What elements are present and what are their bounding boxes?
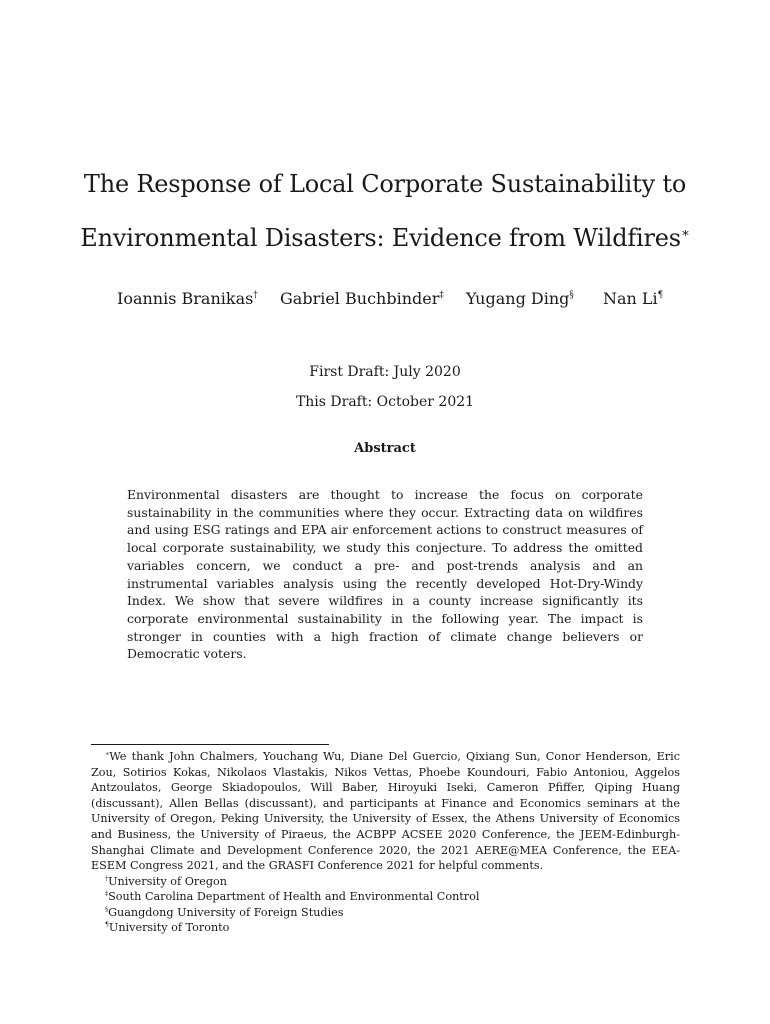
title-text-1: The Response of Local Corporate Sustainability to [83, 170, 687, 198]
affiliation-footnote [105, 874, 227, 890]
title-line-1 [0, 170, 770, 198]
author [280, 289, 444, 308]
author-name: Ioannis Branikas [117, 289, 254, 308]
footnote-mark: § [105, 906, 109, 914]
title-line-2 [0, 224, 770, 252]
affiliation-footnote [105, 920, 229, 936]
author-footnote-mark: ‡ [439, 290, 444, 301]
footnote-divider [91, 744, 329, 745]
affiliation-text: University of Toronto [108, 921, 230, 934]
title-text-2: Environmental Disasters: Evidence from Wildfires [80, 224, 681, 252]
this-draft-date: This Draft: October 2021 [295, 394, 475, 410]
footnote-mark: † [105, 875, 109, 883]
author-footnote-mark: † [253, 290, 258, 301]
affiliation-text: Guangdong University of Foreign Studies [108, 906, 344, 919]
affiliation-footnote [105, 889, 479, 905]
author-footnote-mark: ¶ [657, 290, 664, 301]
affiliation-text: University of Oregon [108, 875, 227, 888]
author [117, 289, 258, 308]
footnote-mark: ∗ [105, 750, 110, 758]
footnote-mark: ¶ [105, 921, 109, 929]
title-footnote-mark: ∗ [680, 226, 690, 241]
author-name: Yugang Ding [466, 289, 570, 308]
abstract-heading: Abstract [354, 441, 416, 456]
author [603, 289, 663, 308]
footnote-mark: ‡ [105, 890, 109, 898]
affiliation-footnote [105, 905, 344, 921]
author [466, 289, 574, 308]
first-draft-date: First Draft: July 2020 [309, 364, 461, 380]
author-name: Gabriel Buchbinder [280, 289, 440, 308]
affiliation-text: South Carolina Department of Health and Environmental Control [108, 890, 480, 903]
acknowledgment-footnote [91, 749, 680, 874]
author-name: Nan Li [603, 289, 658, 308]
acknowledgment-text: We thank John Chalmers, Youchang Wu, Diane Del Guercio, Qixiang Sun, Conor Henderson, Eric Zou, Sotirios Kokas, Nikolaos Vlastakis, Nikos Vettas, Phoebe Koundouri, Fabio Antoniou, Aggelos Antzoulatos, George Skiadopoulos, Will Baber, Hiroyuki Iseki, Cameron Pfiffer, Qiping Huang (discussant), Allen Bellas (discussant), and participants at Finance and Economics seminars at the University of Oregon, Peking University, the University of Essex, the Athens University of Economics and Business, the University of Piraeus, the ACBPP ACSEE 2020 Conference, the JEEM-Edinburgh-Shanghai Climate and Development Conference 2020, the 2021 AERE@MEA Conference, the EEA-ESEM Congress 2021, and the GRASFI Conference 2021 for helpful comments. [91, 750, 680, 873]
author-footnote-mark: § [569, 290, 574, 301]
abstract-text: Environmental disasters are thought to increase the focus on corporate sustainability in the communities where they occur. Extracting data on wildfires and using ESG ratings and EPA air enforcement actions to construct measures of local corporate sustainability, we study this conjecture. To address the omitted variables concern, we conduct a pre- and post-trends analysis and an instrumental variables analysis using the recently developed Hot-Dry-Windy Index. We show that severe wildfires in a county increase significantly its corporate environmental sustainability in the following year. The impact is stronger in counties with a high fraction of climate change believers or Democratic voters. [127, 487, 643, 662]
